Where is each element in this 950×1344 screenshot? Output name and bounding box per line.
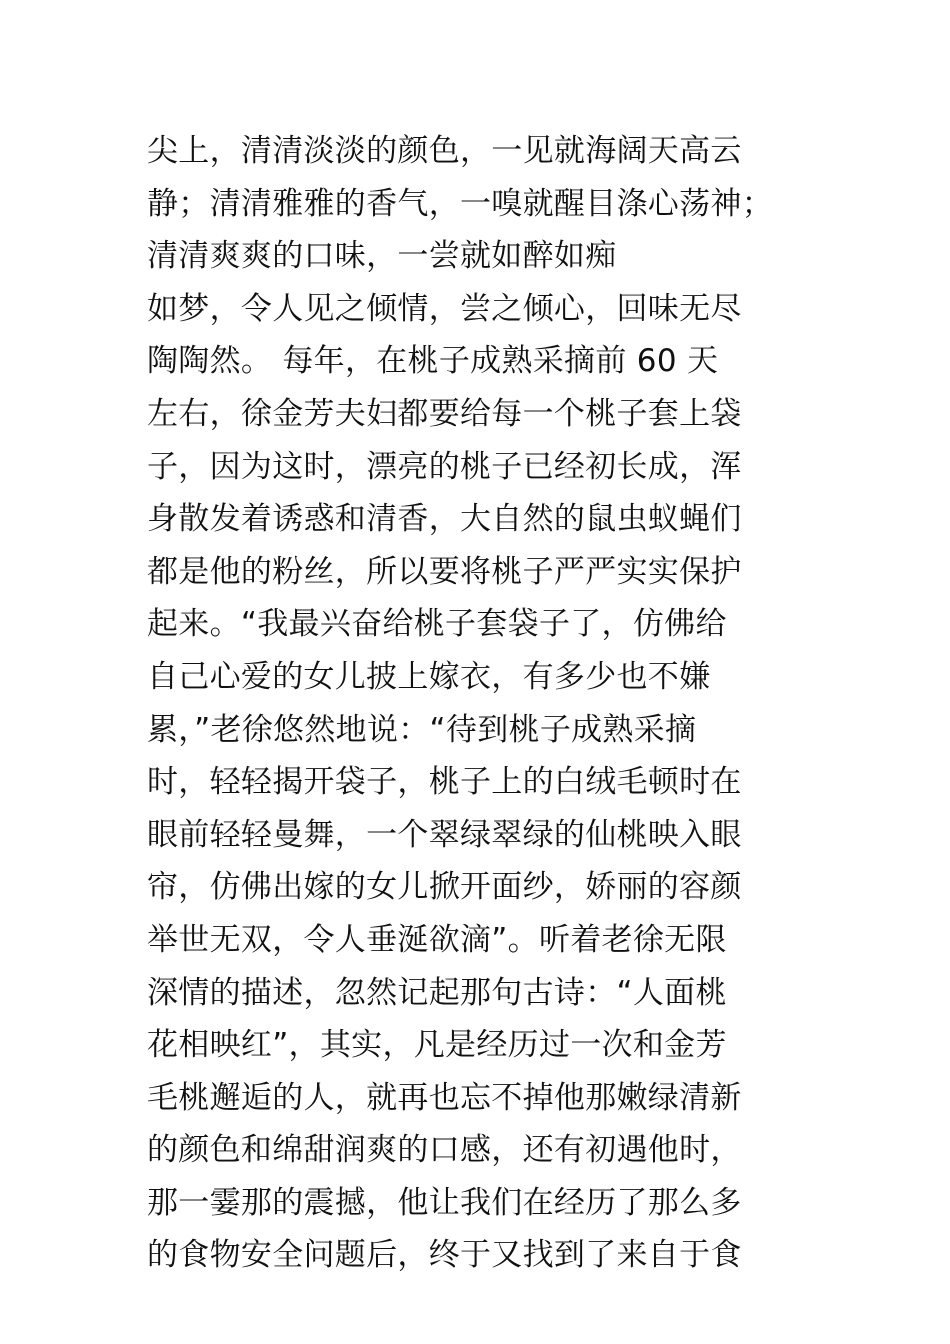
text-line: 子，因为这时，漂亮的桃子已经初长成，浑 — [147, 448, 742, 485]
text-line: 的颜色和绵甜润爽的口感，还有初遇他时， — [147, 1132, 742, 1169]
text-line: 都是他的粉丝，所以要将桃子严严实实保护 — [147, 553, 742, 590]
text-line: 时，轻轻揭开袋子，桃子上的白绒毛顿时在 — [147, 764, 742, 801]
text-line: 眼前轻轻曼舞，一个翠绿翠绿的仙桃映入眼 — [147, 816, 742, 853]
text-line: 举世无双，令人垂涎欲滴”。听着老徐无限 — [147, 921, 727, 958]
text-line: 如梦，令人见之倾情，尝之倾心，回味无尽 — [147, 290, 742, 327]
text-line: 累，”老徐悠然地说：“待到桃子成熟采摘 — [147, 711, 697, 748]
text-line: 毛桃邂逅的人，就再也忘不掉他那嫩绿清新 — [147, 1079, 742, 1116]
body-text — [147, 125, 817, 1282]
text-line: 自己心爱的女儿披上嫁衣，有多少也不嫌 — [147, 658, 711, 695]
text-line: 尖上，清清淡淡的颜色，一见就海阔天高云 — [147, 133, 742, 169]
text-line: 花相映红”，其实，凡是经历过一次和金芳 — [147, 1027, 727, 1064]
text-line: 深情的描述，忽然记起那句古诗：“人面桃 — [147, 974, 727, 1011]
text-line: 帘，仿佛出嫁的女儿掀开面纱，娇丽的容颜 — [147, 869, 742, 906]
text-line: 身散发着诱惑和清香，大自然的鼠虫蚁蝇们 — [147, 501, 742, 538]
text-line: 的食物安全问题后，终于又找到了来自于食 — [147, 1237, 742, 1274]
text-line: 陶陶然。 每年，在桃子成熟采摘前 60 天 — [147, 343, 719, 380]
text-line: 那一霎那的震撼，他让我们在经历了那么多 — [147, 1184, 742, 1221]
text-line: 静；清清雅雅的香气，一嗅就醒目涤心荡神； — [147, 185, 773, 222]
text-line: 起来。“我最兴奋给桃子套袋子了，仿佛给 — [147, 606, 727, 643]
text-line: 清清爽爽的口味，一尝就如醉如痴 — [147, 238, 617, 275]
text-line: 左右，徐金芳夫妇都要给每一个桃子套上袋 — [147, 395, 742, 432]
